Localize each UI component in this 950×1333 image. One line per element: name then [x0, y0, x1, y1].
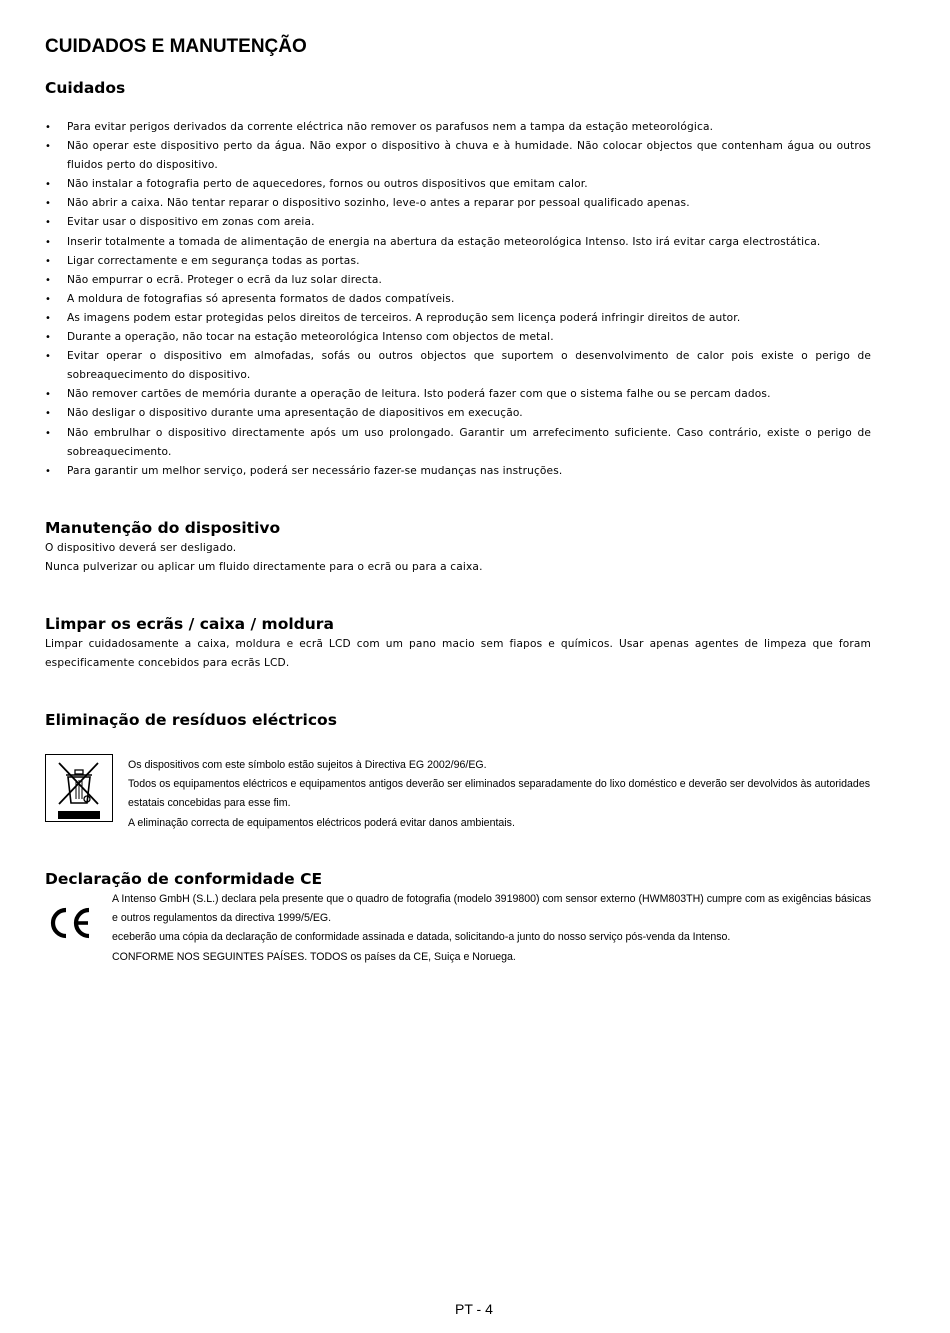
maintenance-heading: Manutenção do dispositivo [45, 519, 281, 537]
list-item: • Durante a operação, não tocar na estação meteorológica Intenso com objectos de metal. [45, 328, 871, 347]
list-item: • Não embrulhar o dispositivo directamente após um uso prolongado. Garantir um arrefecimento suficiente. Caso contrário, existe o perigo de sobreaquecimento. [45, 424, 871, 462]
maintenance-line: Nunca pulverizar ou aplicar um fluido directamente para o ecrã ou para a caixa. [45, 561, 483, 574]
weee-line: Os dispositivos com este símbolo estão sujeitos à Directiva EG 2002/96/EG. [128, 759, 487, 771]
weee-line: Todos os equipamentos eléctricos e equipamentos antigos deverão ser eliminados separadamente do lixo doméstico e deverão ser devolvidos às autoridades estatais concebidas para esse fim. [128, 778, 871, 810]
list-item: • Ligar correctamente e em segurança todas as portas. [45, 252, 871, 271]
list-item: • Evitar operar o dispositivo em almofadas, sofás ou outros objectos que suportem o desenvolvimento de calor pois existe o perigo de sobreaquecimento do dispositivo. [45, 347, 871, 385]
list-item: • Não operar este dispositivo perto da água. Não expor o dispositivo à chuva e à humidade. Não colocar objectos que contenham água ou outros fluidos perto do dispositivo. [45, 137, 871, 175]
list-item: • Para evitar perigos derivados da corrente eléctrica não remover os parafusos nem a tampa da estação meteorológica. [45, 118, 871, 137]
ce-line: A Intenso GmbH (S.L.) declara pela presente que o quadro de fotografia (modelo 3919800) com sensor externo (HWM803TH) cumpre com as exigências básicas e outros regulamentos da directiva 1999/5/EG. [112, 893, 872, 925]
crossed-out-bin-icon [45, 754, 113, 822]
list-item: • As imagens podem estar protegidas pelos direitos de terceiros. A reprodução sem licença poderá infringir direitos de autor. [45, 309, 871, 328]
list-item: • Não remover cartões de memória durante a operação de leitura. Isto poderá fazer com que o sistema falhe ou se percam dados. [45, 385, 871, 404]
weee-heading: Eliminação de resíduos eléctricos [45, 711, 337, 729]
list-item: • Para garantir um melhor serviço, poderá ser necessário fazer-se mudanças nas instruções. [45, 462, 871, 481]
ce-heading: Declaração de conformidade CE [45, 870, 323, 888]
cleaning-paragraph: Limpar cuidadosamente a caixa, moldura e ecrã LCD com um pano macio sem fiapos e químicos. Usar apenas agentes de limpeza que foram especificamente concebidos para ecrãs LCD. [45, 638, 871, 670]
ce-line: eceberão uma cópia da declaração de conformidade assinada e datada, solicitando-a junto do nosso serviço pós-venda da Intenso. [112, 931, 731, 944]
weee-text [128, 756, 873, 833]
page-title: CUIDADOS E MANUTENÇÃO [45, 36, 307, 57]
list-item: • Não empurrar o ecrã. Proteger o ecrã da luz solar directa. [45, 271, 871, 290]
list-item: • Não desligar o dispositivo durante uma apresentação de diapositivos em execução. [45, 404, 871, 423]
list-item: • Não abrir a caixa. Não tentar reparar o dispositivo sozinho, leve-o antes a reparar por pessoal qualificado apenas. [45, 194, 871, 213]
care-list [45, 118, 871, 481]
weee-line: A eliminação correcta de equipamentos eléctricos poderá evitar danos ambientais. [128, 816, 515, 829]
maintenance-text [45, 539, 871, 577]
ce-line: CONFORME NOS SEGUINTES PAÍSES. TODOS os países da CE, Suiça e Noruega. [112, 950, 516, 963]
list-item: • Inserir totalmente a tomada de alimentação de energia na abertura da estação meteorológica Intenso. Isto irá evitar carga electrostática. [45, 233, 871, 252]
list-item: • A moldura de fotografias só apresenta formatos de dados compatíveis. [45, 290, 871, 309]
ce-mark-icon [47, 906, 93, 940]
cleaning-heading: Limpar os ecrãs / caixa / moldura [45, 615, 334, 633]
ce-text [112, 890, 877, 967]
maintenance-line: O dispositivo deverá ser desligado. [45, 542, 237, 554]
list-item: • Não instalar a fotografia perto de aquecedores, fornos ou outros dispositivos que emitam calor. [45, 175, 871, 194]
page-number: PT - 4 [455, 1301, 493, 1317]
care-heading: Cuidados [45, 79, 126, 97]
list-item: • Evitar usar o dispositivo em zonas com areia. [45, 213, 871, 232]
cleaning-text [45, 635, 871, 673]
